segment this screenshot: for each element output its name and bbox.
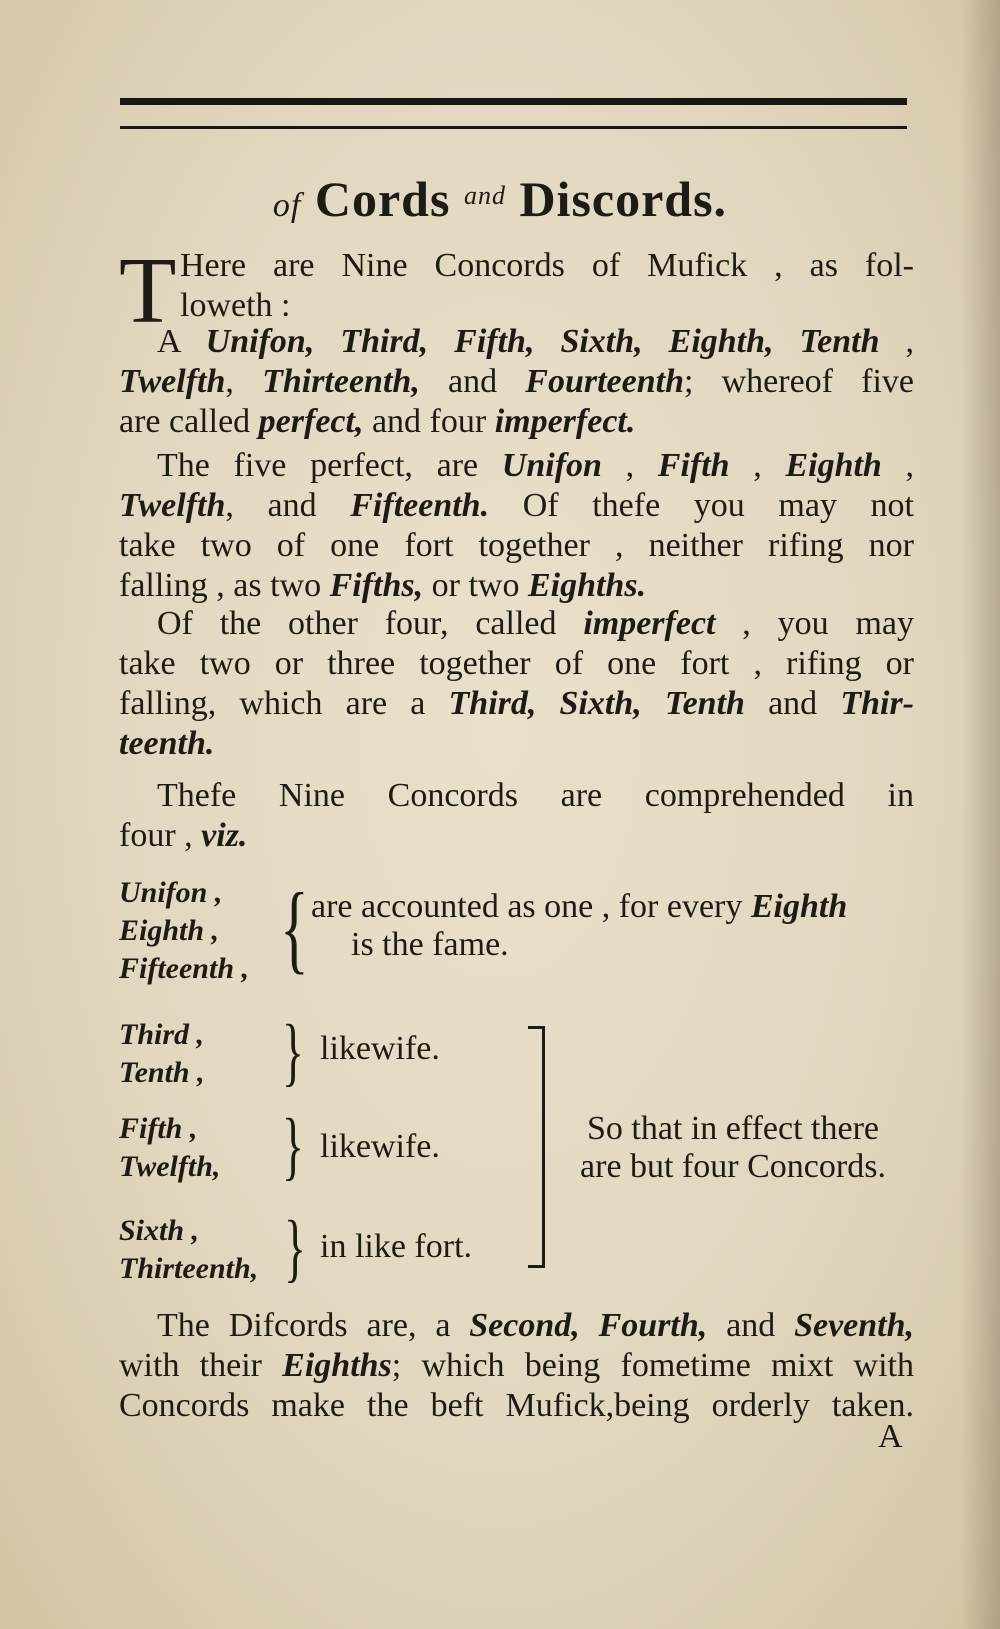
catchword: A [878, 1418, 903, 1455]
title-of: of [272, 187, 302, 224]
para2-line1: A Unifon, Third, Fifth, Sixth, Eighth, Tenth , [157, 323, 915, 360]
name-eighth: Eighth , [119, 914, 220, 947]
group4-names [119, 1212, 258, 1288]
para3-line2: Twelfth, and Fifteenth. Of thefe you may not [119, 487, 915, 524]
name-twelfth: Twelfth, [119, 1150, 221, 1183]
group1-names [119, 874, 249, 988]
group2-names [119, 1016, 205, 1092]
name-fifteenth: Fifteenth , [119, 952, 250, 985]
group3-text: likewife. [320, 1128, 440, 1165]
name-fifth: Fifth , [119, 1112, 198, 1145]
brace-group1: { [280, 872, 309, 983]
group1-line1: are accounted as one , for every Eighth [311, 888, 848, 925]
para5-line1: Thefe Nine Concords are comprehended in [157, 777, 914, 814]
name-unifon: Unifon , [119, 876, 223, 909]
para2-line2: Twelfth, Thirteenth, and Fourteenth; whereof five [119, 363, 915, 400]
title-discords: Discords. [519, 171, 728, 227]
brace-group2: } [282, 1010, 304, 1094]
brace-group3: } [282, 1104, 304, 1188]
name-thirteenth: Thirteenth, [119, 1252, 259, 1285]
page-edge-shadow [960, 0, 1000, 1629]
summary-line1: So that in effect there [586, 1110, 880, 1147]
name-tenth: Tenth , [119, 1056, 205, 1089]
paragraph-4 [119, 604, 914, 764]
paragraph-3 [119, 446, 914, 606]
brace-group4: } [284, 1206, 306, 1290]
paragraph-6 [119, 1306, 914, 1426]
para1-line2: loweth : [180, 287, 291, 324]
para1-line1: Here are Nine Concords of Mufick , as fol- [180, 247, 914, 284]
paragraph-1 [180, 246, 914, 326]
para3-line4: falling , as two Fifths, or two Eighths. [119, 567, 647, 604]
group1-text [311, 888, 847, 964]
para6-line1: The Difcords are, a Second, Fourth, and Seventh, [157, 1307, 915, 1344]
paragraph-5 [119, 776, 914, 856]
group1-line2: is the fame. [351, 926, 509, 963]
para6-line2: with their Eighths; which being fometime mixt with [119, 1347, 914, 1384]
para5-line2: four , viz. [119, 817, 248, 854]
para6-line3: Concords make the beft Mufick,being orderly taken. [119, 1387, 914, 1424]
group2-text: likewife. [320, 1030, 440, 1067]
top-rule-thin [120, 126, 907, 129]
paragraph-2 [119, 322, 914, 442]
summary-text [553, 1110, 913, 1186]
page-title [0, 170, 1000, 228]
top-rule-thick [120, 98, 907, 105]
para4-line1: Of the other four, called imperfect , you may [157, 605, 914, 642]
title-cords: Cords [314, 171, 451, 227]
name-third: Third , [119, 1018, 205, 1051]
para2-line3: are called perfect, and four imperfect. [119, 403, 636, 440]
title-and: and [463, 181, 506, 210]
group3-names [119, 1110, 220, 1186]
para3-line1: The five perfect, are Unifon , Fifth , Eighth , [157, 447, 915, 484]
para3-line3: take two of one fort together , neither rifing nor [119, 527, 914, 564]
summary-bracket [528, 1026, 545, 1268]
group4-text: in like fort. [320, 1228, 473, 1265]
drop-cap: T [119, 239, 177, 343]
para4-line2: take two or three together of one fort , rifing or [119, 645, 914, 682]
para4-line4: teenth. [119, 725, 215, 762]
summary-line2: are but four Concords. [580, 1148, 886, 1185]
para4-line3: falling, which are a Third, Sixth, Tenth and Thir- [119, 685, 915, 722]
name-sixth: Sixth , [119, 1214, 200, 1247]
